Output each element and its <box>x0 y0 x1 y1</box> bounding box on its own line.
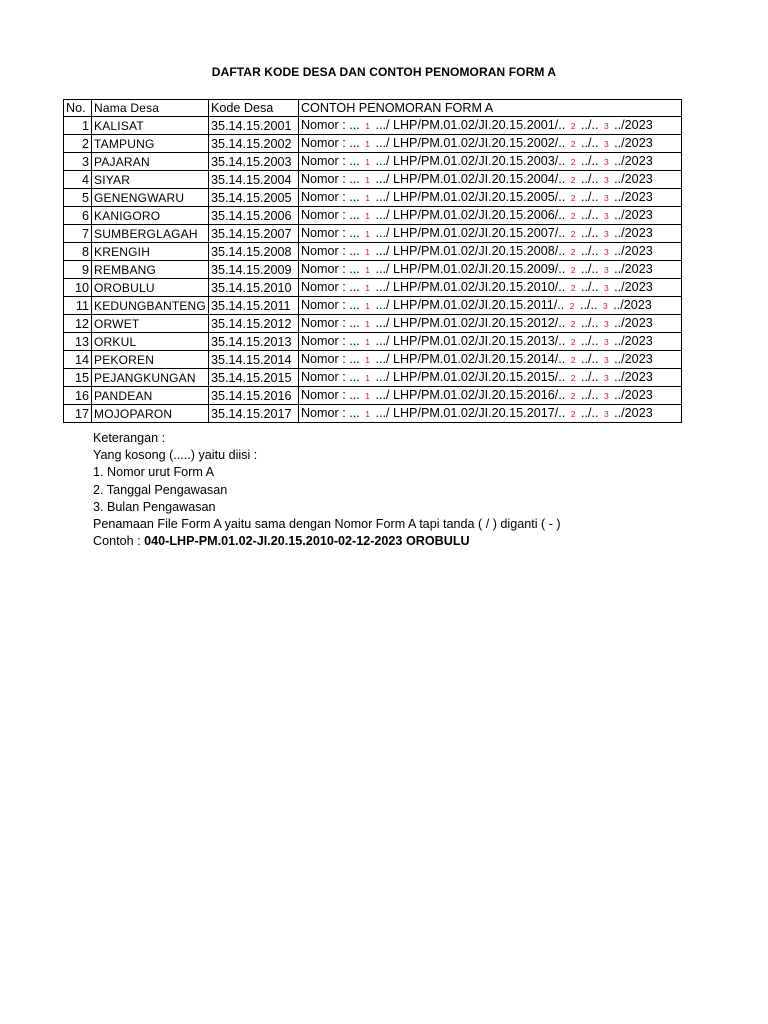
number-after-code: /.. <box>554 208 569 223</box>
number-prefix: Nomor : ... <box>300 118 364 133</box>
numbering-example <box>298 225 681 243</box>
number-after-code: /.. <box>554 316 569 331</box>
row-number: 14 <box>64 351 92 369</box>
contoh-label: Contoh : <box>93 534 145 549</box>
numbering-example <box>298 333 681 351</box>
marker-2: 2 <box>570 283 576 294</box>
number-mid: .../ LHP/PM.01.02/JI.20.15. <box>371 334 527 349</box>
row-number: 10 <box>64 279 92 297</box>
number-code-suffix: 2017 <box>526 406 555 421</box>
number-prefix: Nomor : ... <box>300 244 364 259</box>
marker-2: 2 <box>570 265 576 276</box>
number-suffix: ../2023 <box>610 316 653 331</box>
number-suffix: ../2023 <box>610 406 653 421</box>
marker-3: 3 <box>603 265 609 276</box>
header-contoh: CONTOH PENOMORAN FORM A <box>298 100 681 117</box>
marker-1: 1 <box>365 301 370 312</box>
number-code-suffix: 2015 <box>526 370 555 385</box>
number-suffix: ../2023 <box>610 172 653 187</box>
table-row <box>64 153 682 171</box>
village-code: 35.14.15.2009 <box>208 261 298 279</box>
village-name: KEDUNGBANTENG <box>92 297 209 315</box>
village-code: 35.14.15.2017 <box>208 405 298 423</box>
numbering-example <box>298 279 681 297</box>
number-between: ../.. <box>577 352 602 367</box>
number-between: ../.. <box>577 316 602 331</box>
number-mid: .../ LHP/PM.01.02/JI.20.15. <box>371 172 527 187</box>
number-code-suffix: 2002 <box>526 136 555 151</box>
header-kode-desa: Kode Desa <box>208 100 298 117</box>
row-number: 16 <box>64 387 92 405</box>
marker-1: 1 <box>365 409 370 420</box>
marker-2: 2 <box>570 175 576 186</box>
number-mid: .../ LHP/PM.01.02/JI.20.15. <box>371 136 527 151</box>
village-code: 35.14.15.2006 <box>208 207 298 225</box>
village-code: 35.14.15.2005 <box>208 189 298 207</box>
table-row <box>64 225 682 243</box>
number-between: ../.. <box>577 406 602 421</box>
number-mid: .../ LHP/PM.01.02/JI.20.15. <box>371 370 527 385</box>
number-suffix: ../2023 <box>610 352 653 367</box>
table-row <box>64 261 682 279</box>
village-code: 35.14.15.2008 <box>208 243 298 261</box>
number-after-code: /.. <box>554 154 569 169</box>
village-name: PEJANGKUNGAN <box>92 369 209 387</box>
number-suffix: ../2023 <box>610 370 653 385</box>
table-row <box>64 405 682 423</box>
number-between: ../.. <box>577 244 602 259</box>
marker-3: 3 <box>603 175 609 186</box>
marker-1: 1 <box>365 373 370 384</box>
number-after-code: /.. <box>554 136 569 151</box>
number-prefix: Nomor : ... <box>300 334 364 349</box>
number-mid: .../ LHP/PM.01.02/JI.20.15. <box>371 352 527 367</box>
marker-1: 1 <box>365 337 370 348</box>
marker-2: 2 <box>570 211 576 222</box>
header-nama-desa: Nama Desa <box>92 100 209 117</box>
numbering-example <box>298 351 681 369</box>
row-number: 13 <box>64 333 92 351</box>
row-number: 5 <box>64 189 92 207</box>
marker-3: 3 <box>603 283 609 294</box>
marker-3: 3 <box>603 319 609 330</box>
number-between: ../.. <box>577 370 602 385</box>
number-prefix: Nomor : ... <box>300 190 364 205</box>
village-name: SUMBERGLAGAH <box>92 225 209 243</box>
village-name: KANIGORO <box>92 207 209 225</box>
number-code-suffix: 2006 <box>526 208 555 223</box>
number-mid: .../ LHP/PM.01.02/JI.20.15. <box>371 316 527 331</box>
village-name: GENENGWARU <box>92 189 209 207</box>
village-name: SIYAR <box>92 171 209 189</box>
table-header-row <box>64 100 682 117</box>
number-code-suffix: 2010 <box>526 280 555 295</box>
village-name: MOJOPARON <box>92 405 209 423</box>
marker-1: 1 <box>365 319 370 330</box>
village-code: 35.14.15.2015 <box>208 369 298 387</box>
number-suffix: ../2023 <box>610 118 653 133</box>
village-code: 35.14.15.2013 <box>208 333 298 351</box>
number-prefix: Nomor : ... <box>300 316 364 331</box>
marker-3: 3 <box>603 391 609 402</box>
number-mid: .../ LHP/PM.01.02/JI.20.15. <box>371 280 527 295</box>
numbering-example <box>298 207 681 225</box>
notes-kosong: Yang kosong (.....) yaitu diisi : <box>93 448 258 463</box>
marker-1: 1 <box>365 229 370 240</box>
document-title: DAFTAR KODE DESA DAN CONTOH PENOMORAN FORM A <box>211 65 557 79</box>
header-no: No. <box>64 100 92 117</box>
table-row <box>64 369 682 387</box>
number-mid: .../ LHP/PM.01.02/JI.20.15. <box>371 154 527 169</box>
number-after-code: /.. <box>554 370 569 385</box>
village-code: 35.14.15.2016 <box>208 387 298 405</box>
marker-1: 1 <box>365 193 370 204</box>
number-code-suffix: 2005 <box>526 190 555 205</box>
village-code: 35.14.15.2014 <box>208 351 298 369</box>
marker-3: 3 <box>603 373 609 384</box>
numbering-example <box>298 135 681 153</box>
number-suffix: ../2023 <box>610 190 653 205</box>
number-prefix: Nomor : ... <box>300 262 364 277</box>
marker-2: 2 <box>570 247 576 258</box>
marker-2: 2 <box>570 157 576 168</box>
marker-1: 1 <box>365 265 370 276</box>
number-prefix: Nomor : ... <box>300 208 364 223</box>
marker-1: 1 <box>365 247 370 258</box>
number-prefix: Nomor : ... <box>300 388 364 403</box>
number-code-suffix: 2001 <box>526 118 555 133</box>
number-prefix: Nomor : ... <box>300 406 364 421</box>
table-row <box>64 315 682 333</box>
number-after-code: /.. <box>554 352 569 367</box>
number-mid: .../ LHP/PM.01.02/JI.20.15. <box>371 262 527 277</box>
number-after-code: /.. <box>554 388 569 403</box>
marker-3: 3 <box>603 409 609 420</box>
village-name: ORWET <box>92 315 209 333</box>
marker-1: 1 <box>365 121 370 132</box>
row-number: 3 <box>64 153 92 171</box>
marker-1: 1 <box>365 211 370 222</box>
marker-1: 1 <box>365 355 370 366</box>
numbering-example <box>298 243 681 261</box>
table-row <box>64 117 682 135</box>
numbering-example <box>298 153 681 171</box>
number-between: ../.. <box>577 334 602 349</box>
village-code: 35.14.15.2001 <box>208 117 298 135</box>
number-after-code: /.. <box>554 334 569 349</box>
village-name: TAMPUNG <box>92 135 209 153</box>
village-code: 35.14.15.2004 <box>208 171 298 189</box>
marker-2: 2 <box>570 229 576 240</box>
row-number: 9 <box>64 261 92 279</box>
number-between: ../.. <box>577 118 602 133</box>
numbering-example <box>298 261 681 279</box>
marker-1: 1 <box>365 139 370 150</box>
notes-keterangan: Keterangan : <box>93 431 166 445</box>
number-suffix: ../2023 <box>609 298 652 313</box>
marker-2: 2 <box>570 337 576 348</box>
number-between: ../.. <box>577 190 602 205</box>
numbering-example <box>298 405 681 423</box>
marker-2: 2 <box>569 301 575 312</box>
marker-3: 3 <box>603 301 608 312</box>
number-after-code: /.. <box>554 118 569 133</box>
table-row <box>64 171 682 189</box>
village-code: 35.14.15.2002 <box>208 135 298 153</box>
number-between: ../.. <box>577 280 602 295</box>
village-code: 35.14.15.2011 <box>208 297 298 315</box>
number-mid: .../ LHP/PM.01.02/JI.20.15. <box>371 244 527 259</box>
marker-3: 3 <box>603 157 609 168</box>
number-after-code: /.. <box>554 280 569 295</box>
row-number: 15 <box>64 369 92 387</box>
table-row <box>64 135 682 153</box>
number-suffix: ../2023 <box>610 334 653 349</box>
village-name: KALISAT <box>92 117 209 135</box>
number-mid: .../ LHP/PM.01.02/JI.20.15. <box>371 298 527 313</box>
number-code-suffix: 2012 <box>526 316 555 331</box>
number-code-suffix: 2016 <box>526 388 555 403</box>
row-number: 17 <box>64 405 92 423</box>
marker-3: 3 <box>603 121 609 132</box>
number-between: ../.. <box>577 136 602 151</box>
marker-2: 2 <box>570 121 576 132</box>
marker-3: 3 <box>603 229 609 240</box>
marker-3: 3 <box>603 355 609 366</box>
table-row <box>64 297 682 315</box>
row-number: 11 <box>64 297 92 315</box>
village-name: PEKOREN <box>92 351 209 369</box>
village-name: OROBULU <box>92 279 209 297</box>
marker-1: 1 <box>365 391 370 402</box>
notes-item-1: 1. Nomor urut Form A <box>93 465 215 480</box>
number-prefix: Nomor : ... <box>300 136 364 151</box>
village-code: 35.14.15.2007 <box>208 225 298 243</box>
row-number: 1 <box>64 117 92 135</box>
village-name: PAJARAN <box>92 153 209 171</box>
number-code-suffix: 2011 <box>526 298 554 313</box>
number-suffix: ../2023 <box>610 262 653 277</box>
number-code-suffix: 2014 <box>526 352 555 367</box>
marker-3: 3 <box>603 139 609 150</box>
number-after-code: /.. <box>554 226 569 241</box>
marker-1: 1 <box>365 283 370 294</box>
numbering-example <box>298 297 681 315</box>
row-number: 7 <box>64 225 92 243</box>
number-prefix: Nomor : ... <box>300 280 364 295</box>
number-between: ../.. <box>576 298 602 313</box>
number-after-code: /.. <box>553 298 568 313</box>
row-number: 6 <box>64 207 92 225</box>
number-suffix: ../2023 <box>610 388 653 403</box>
marker-2: 2 <box>570 319 576 330</box>
notes-item-3: 3. Bulan Pengawasan <box>93 499 216 514</box>
notes-penamaan: Penamaan File Form A yaitu sama dengan Nomor Form A tapi tanda ( / ) diganti ( - ) <box>93 517 561 532</box>
number-code-suffix: 2003 <box>526 154 555 169</box>
row-number: 12 <box>64 315 92 333</box>
marker-1: 1 <box>365 157 370 168</box>
number-prefix: Nomor : ... <box>300 352 364 367</box>
number-between: ../.. <box>577 262 602 277</box>
numbering-example <box>298 369 681 387</box>
number-mid: .../ LHP/PM.01.02/JI.20.15. <box>371 388 527 403</box>
table-row <box>64 387 682 405</box>
number-between: ../.. <box>577 226 602 241</box>
village-code: 35.14.15.2003 <box>208 153 298 171</box>
marker-2: 2 <box>570 391 576 402</box>
numbering-example <box>298 387 681 405</box>
table-row <box>64 279 682 297</box>
notes-section <box>93 430 561 550</box>
notes-contoh <box>93 533 561 550</box>
marker-3: 3 <box>603 337 609 348</box>
table-row <box>64 189 682 207</box>
number-mid: .../ LHP/PM.01.02/JI.20.15. <box>371 118 527 133</box>
village-code: 35.14.15.2012 <box>208 315 298 333</box>
row-number: 2 <box>64 135 92 153</box>
numbering-example <box>298 189 681 207</box>
village-code: 35.14.15.2010 <box>208 279 298 297</box>
numbering-example <box>298 315 681 333</box>
row-number: 4 <box>64 171 92 189</box>
number-mid: .../ LHP/PM.01.02/JI.20.15. <box>371 208 527 223</box>
number-suffix: ../2023 <box>610 136 653 151</box>
marker-2: 2 <box>570 193 576 204</box>
number-code-suffix: 2008 <box>526 244 555 259</box>
number-after-code: /.. <box>554 172 569 187</box>
number-mid: .../ LHP/PM.01.02/JI.20.15. <box>371 190 527 205</box>
number-between: ../.. <box>577 388 602 403</box>
notes-item-2: 2. Tanggal Pengawasan <box>93 482 228 497</box>
number-mid: .../ LHP/PM.01.02/JI.20.15. <box>371 226 527 241</box>
number-suffix: ../2023 <box>610 244 653 259</box>
number-suffix: ../2023 <box>610 280 653 295</box>
number-code-suffix: 2007 <box>526 226 555 241</box>
marker-2: 2 <box>570 409 576 420</box>
village-name: ORKUL <box>92 333 209 351</box>
marker-1: 1 <box>365 175 370 186</box>
village-name: KRENGIH <box>92 243 209 261</box>
marker-3: 3 <box>603 247 609 258</box>
number-between: ../.. <box>577 208 602 223</box>
numbering-example <box>298 117 681 135</box>
contoh-value: 040-LHP-PM.01.02-JI.20.15.2010-02-12-2023 OROBULU <box>144 534 470 549</box>
marker-2: 2 <box>570 373 576 384</box>
number-prefix: Nomor : ... <box>300 154 364 169</box>
number-suffix: ../2023 <box>610 226 653 241</box>
marker-2: 2 <box>570 355 576 366</box>
number-after-code: /.. <box>554 190 569 205</box>
number-prefix: Nomor : ... <box>300 370 364 385</box>
row-number: 8 <box>64 243 92 261</box>
number-suffix: ../2023 <box>610 154 653 169</box>
number-suffix: ../2023 <box>610 208 653 223</box>
number-between: ../.. <box>577 172 602 187</box>
number-code-suffix: 2004 <box>526 172 555 187</box>
numbering-example <box>298 171 681 189</box>
number-after-code: /.. <box>554 406 569 421</box>
number-mid: .../ LHP/PM.01.02/JI.20.15. <box>371 406 527 421</box>
table-row <box>64 333 682 351</box>
number-prefix: Nomor : ... <box>300 172 364 187</box>
table-row <box>64 351 682 369</box>
number-code-suffix: 2009 <box>526 262 555 277</box>
number-code-suffix: 2013 <box>526 334 555 349</box>
number-after-code: /.. <box>554 262 569 277</box>
table-row <box>64 243 682 261</box>
marker-3: 3 <box>603 193 609 204</box>
marker-3: 3 <box>603 211 609 222</box>
village-code-table <box>63 99 682 423</box>
number-prefix: Nomor : ... <box>300 226 364 241</box>
number-between: ../.. <box>577 154 602 169</box>
table-row <box>64 207 682 225</box>
village-name: REMBANG <box>92 261 209 279</box>
number-prefix: Nomor : ... <box>300 298 364 313</box>
village-name: PANDEAN <box>92 387 209 405</box>
number-after-code: /.. <box>554 244 569 259</box>
marker-2: 2 <box>570 139 576 150</box>
